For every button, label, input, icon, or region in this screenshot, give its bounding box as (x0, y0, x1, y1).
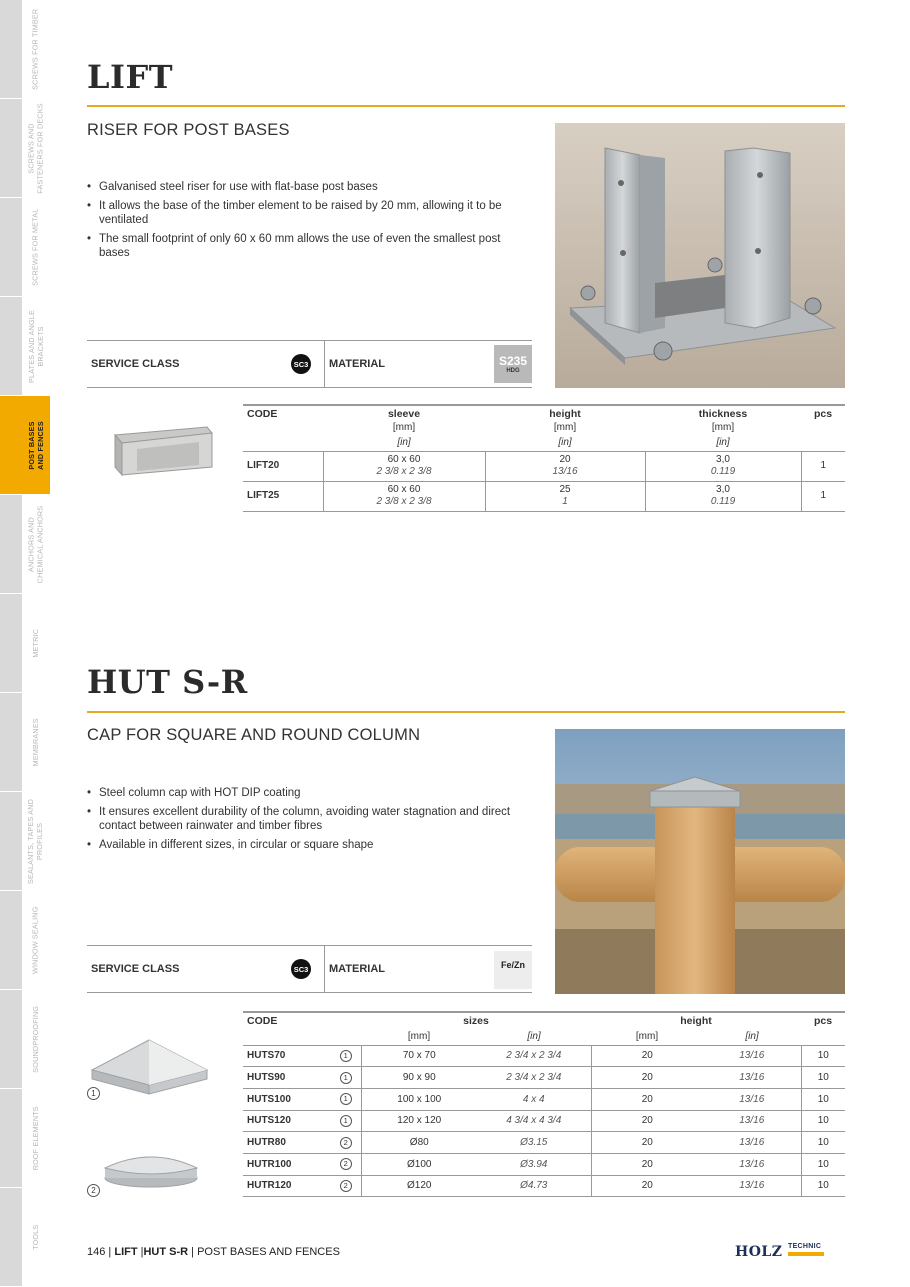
sidebar-tab[interactable] (0, 297, 50, 395)
logo-brand: HOLZ (735, 1244, 783, 1260)
size-mm-cell: 90 x 90 (361, 1067, 477, 1089)
sidebar-tab[interactable] (0, 1089, 50, 1187)
sidebar-tab[interactable] (0, 1188, 50, 1286)
sidebar-tab-label-wrap (22, 297, 50, 395)
code-cell: HUTS70 (243, 1045, 331, 1067)
table-row (243, 1110, 845, 1132)
height-mm-cell: 20 (591, 1175, 703, 1197)
sidebar-tab-label-wrap (22, 990, 50, 1088)
unit-mm: [mm] (407, 1031, 431, 1043)
sidebar-tab-label-wrap (22, 495, 50, 593)
sidebar-tab[interactable] (0, 99, 50, 197)
material-badge: Fe/Zn (494, 951, 532, 989)
lift-info-bar (87, 340, 532, 388)
code-cell: HUTR80 (243, 1132, 331, 1154)
logo-bar (788, 1252, 824, 1256)
height-mm-cell: 20 (591, 1110, 703, 1132)
hut-title: HUT S-R (87, 663, 248, 701)
pcs-cell: 1 (801, 451, 845, 481)
hut-round-cap-image (87, 1140, 219, 1195)
col-header-sizes: sizes (463, 1015, 489, 1027)
code-cell: HUTS90 (243, 1067, 331, 1089)
height-in-cell: 13/16 (703, 1110, 801, 1132)
service-class-cell (87, 341, 325, 387)
sidebar-tab-label-wrap (22, 198, 50, 296)
height-in-cell: 13/16 (703, 1132, 801, 1154)
sidebar-tab-strip (0, 792, 22, 890)
size-mm-cell: Ø120 (361, 1175, 477, 1197)
page-number: 146 (87, 1246, 106, 1258)
hut-subtitle: CAP FOR SQUARE AND ROUND COLUMN (87, 726, 421, 744)
list-item: • Steel column cap with HOT DIP coating (87, 786, 532, 800)
callout-2: 2 (87, 1184, 100, 1197)
sidebar-tab-label: SCREWS FOR METAL (30, 208, 40, 286)
lift-title: LIFT (87, 58, 173, 96)
pcs-cell: 10 (801, 1045, 845, 1067)
lift-title-rule (87, 105, 845, 107)
hut-square-cap-image (87, 1030, 219, 1105)
material-badge-sub: HDG (506, 367, 520, 374)
col-header-sleeve: sleeve (387, 407, 421, 420)
table-row (243, 1067, 845, 1089)
sidebar-tab-label: SEALANTS, TAPES AND PROFILES (26, 798, 44, 884)
type-cell (331, 1153, 361, 1175)
type-cell (331, 1045, 361, 1067)
col-header-height: height (680, 1015, 712, 1027)
sidebar-tab[interactable] (0, 693, 50, 791)
table-row (243, 1175, 845, 1197)
material-cell (325, 341, 532, 387)
hut-info-bar (87, 945, 532, 993)
size-mm-cell: 120 x 120 (361, 1110, 477, 1132)
sidebar-tab-strip (0, 990, 22, 1088)
type-marker: 1 (340, 1115, 352, 1127)
sidebar-tab[interactable] (0, 0, 50, 98)
table-row (243, 1088, 845, 1110)
lift-subtitle: RISER FOR POST BASES (87, 121, 290, 139)
list-item: • It ensures excellent durability of the column, avoiding water stagnation and direct contact between rainwater and timber fibres (87, 805, 532, 833)
list-item: • Available in different sizes, in circular or square shape (87, 838, 532, 852)
sidebar-tab[interactable] (0, 396, 50, 494)
sidebar-tab-label: SCREWS FOR TIMBER (30, 8, 40, 90)
sidebar-tab-label: POST BASES AND FENCES (26, 420, 45, 470)
material-label: MATERIAL (329, 358, 386, 370)
sidebar-tab-label: TOOLS (30, 1224, 40, 1250)
col-header-thickness: thickness (698, 407, 748, 420)
hut-product-photo (555, 729, 845, 994)
sidebar-tab-label: ANCHORS AND CHEMICAL ANCHORS (26, 505, 44, 583)
sidebar-tab-strip (0, 1089, 22, 1187)
table-row (243, 481, 845, 511)
table-row (243, 1153, 845, 1175)
unit-mm: [mm] (635, 1031, 659, 1043)
material-label: MATERIAL (329, 963, 386, 975)
sidebar-tab-label-wrap (22, 1188, 50, 1286)
sidebar-tab-strip (0, 1188, 22, 1286)
size-mm-cell: 70 x 70 (361, 1045, 477, 1067)
service-class-cell (87, 946, 325, 992)
type-marker: 1 (340, 1050, 352, 1062)
sidebar-tab[interactable] (0, 891, 50, 989)
sidebar-tab-label-wrap (22, 792, 50, 890)
thickness-cell: 3,0 0.119 (645, 481, 801, 511)
sidebar-tab-label-wrap (22, 594, 50, 692)
lift-product-photo (555, 123, 845, 388)
type-cell (331, 1110, 361, 1132)
pcs-cell: 10 (801, 1088, 845, 1110)
sidebar-tab-label: METRIC (30, 628, 40, 658)
pcs-cell: 10 (801, 1110, 845, 1132)
sidebar-tab-label-wrap (22, 396, 50, 494)
col-header-code: CODE (247, 407, 278, 420)
col-header-pcs: pcs (813, 407, 833, 420)
height-mm-cell: 20 (591, 1153, 703, 1175)
sidebar-tab-label: WINDOW SEALING (30, 906, 40, 974)
sidebar-tab-label-wrap (22, 99, 50, 197)
code-cell: HUTR120 (243, 1175, 331, 1197)
type-cell (331, 1088, 361, 1110)
table-row (243, 1132, 845, 1154)
height-mm-cell: 20 (591, 1132, 703, 1154)
lift-riser-image (87, 405, 237, 480)
sidebar-tab-label-wrap (22, 0, 50, 98)
sidebar-tab-strip (0, 198, 22, 296)
footer-section: POST BASES AND FENCES (197, 1246, 340, 1258)
pcs-cell: 10 (801, 1175, 845, 1197)
sidebar-tab-strip (0, 594, 22, 692)
height-in-cell: 13/16 (703, 1045, 801, 1067)
sidebar-tab-label: SCREWS AND FASTENERS FOR DECKS (26, 102, 44, 194)
sidebar-tab-strip (0, 693, 22, 791)
col-header-height: height (549, 407, 581, 420)
size-in-cell: 2 3/4 x 2 3/4 (477, 1067, 591, 1089)
callout-1: 1 (87, 1087, 100, 1100)
height-in-cell: 13/16 (703, 1175, 801, 1197)
unit-in: [in] (397, 436, 411, 448)
logo-sub: TECHNIC (788, 1243, 822, 1250)
sidebar-tab-strip (0, 495, 22, 593)
height-cell: 20 13/16 (485, 451, 645, 481)
code-cell: LIFT25 (243, 481, 323, 511)
sidebar-tab[interactable] (0, 198, 50, 296)
size-in-cell: Ø3.15 (477, 1132, 591, 1154)
holz-technic-logo (735, 1240, 835, 1264)
unit-in: [in] (558, 436, 572, 448)
sidebar-tab-label-wrap (22, 1089, 50, 1187)
hut-bullet-list (87, 786, 532, 857)
material-cell (325, 946, 532, 992)
sidebar-tab-label: SOUNDPROOFING (30, 1005, 40, 1073)
sidebar-tab-strip (0, 99, 22, 197)
footer-product-hut: HUT S-R (143, 1246, 189, 1258)
type-marker: 1 (340, 1093, 352, 1105)
sleeve-cell: 60 x 60 2 3/8 x 2 3/8 (323, 481, 485, 511)
footer-separator: | (108, 1246, 112, 1258)
code-cell: HUTS100 (243, 1088, 331, 1110)
code-cell: HUTS120 (243, 1110, 331, 1132)
height-mm-cell: 20 (591, 1088, 703, 1110)
thickness-cell: 3,0 0.119 (645, 451, 801, 481)
size-in-cell: Ø4.73 (477, 1175, 591, 1197)
category-sidebar (0, 0, 50, 1287)
table-row (243, 451, 845, 481)
sidebar-tab[interactable] (0, 990, 50, 1088)
size-mm-cell: 100 x 100 (361, 1088, 477, 1110)
size-in-cell: 2 3/4 x 2 3/4 (477, 1045, 591, 1067)
unit-mm: [mm] (711, 422, 735, 433)
list-item: • Galvanised steel riser for use with flat-base post bases (87, 180, 532, 194)
size-mm-cell: Ø80 (361, 1132, 477, 1154)
lift-bullet-list (87, 180, 532, 265)
sidebar-tab-label-wrap (22, 693, 50, 791)
sidebar-tab-label-wrap (22, 891, 50, 989)
service-class-badge: SC3 (291, 354, 311, 374)
sidebar-tab-strip (0, 0, 22, 98)
sidebar-tab[interactable] (0, 792, 50, 890)
list-item: • It allows the base of the timber element to be raised by 20 mm, allowing it to be ventilated (87, 199, 532, 227)
unit-in: [in] (716, 436, 730, 448)
unit-mm: [mm] (553, 422, 577, 433)
height-in-cell: 13/16 (703, 1088, 801, 1110)
service-class-badge: SC3 (291, 959, 311, 979)
lift-spec-table (243, 404, 845, 512)
type-cell (331, 1175, 361, 1197)
material-badge (494, 345, 532, 383)
pcs-cell: 1 (801, 481, 845, 511)
table-row (243, 1045, 845, 1067)
type-marker: 1 (340, 1072, 352, 1084)
code-cell: HUTR100 (243, 1153, 331, 1175)
col-header-pcs: pcs (813, 1015, 833, 1027)
sidebar-tab-label: ROOF ELEMENTS (30, 1105, 40, 1171)
service-class-label: SERVICE CLASS (91, 358, 180, 370)
height-cell: 25 1 (485, 481, 645, 511)
size-in-cell: Ø3.94 (477, 1153, 591, 1175)
service-class-label: SERVICE CLASS (91, 963, 180, 975)
type-cell (331, 1067, 361, 1089)
sidebar-tab[interactable] (0, 594, 50, 692)
type-marker: 2 (340, 1137, 352, 1149)
sidebar-tab-label: MEMBRANES (30, 717, 40, 767)
hut-title-rule (87, 711, 845, 713)
height-mm-cell: 20 (591, 1067, 703, 1089)
pcs-cell: 10 (801, 1153, 845, 1175)
col-header-code: CODE (247, 1015, 278, 1027)
sleeve-cell: 60 x 60 2 3/8 x 2 3/8 (323, 451, 485, 481)
footer-separator: | (191, 1246, 195, 1258)
size-in-cell: 4 x 4 (477, 1088, 591, 1110)
height-in-cell: 13/16 (703, 1153, 801, 1175)
sidebar-tab-label: PLATES AND ANGLE BRACKETS (26, 309, 45, 383)
sidebar-tab-strip (0, 891, 22, 989)
hut-spec-table (243, 1011, 845, 1197)
material-badge-main: S235 (498, 353, 528, 368)
list-item: • The small footprint of only 60 x 60 mm allows the use of even the smallest post bases (87, 232, 532, 260)
size-mm-cell: Ø100 (361, 1153, 477, 1175)
size-in-cell: 4 3/4 x 4 3/4 (477, 1110, 591, 1132)
code-cell: LIFT20 (243, 451, 323, 481)
type-cell (331, 1132, 361, 1154)
sidebar-tab[interactable] (0, 495, 50, 593)
footer-separator: | (140, 1246, 144, 1258)
height-in-cell: 13/16 (703, 1067, 801, 1089)
type-marker: 2 (340, 1158, 352, 1170)
unit-in: [in] (745, 1031, 759, 1043)
sidebar-tab-strip (0, 297, 22, 395)
pcs-cell: 10 (801, 1067, 845, 1089)
footer-product-lift: LIFT (114, 1246, 138, 1258)
pcs-cell: 10 (801, 1132, 845, 1154)
height-mm-cell: 20 (591, 1045, 703, 1067)
unit-in: [in] (527, 1031, 541, 1043)
page-footer (87, 1246, 340, 1258)
unit-mm: [mm] (392, 422, 416, 433)
sidebar-tab-strip (0, 396, 22, 494)
type-marker: 2 (340, 1180, 352, 1192)
